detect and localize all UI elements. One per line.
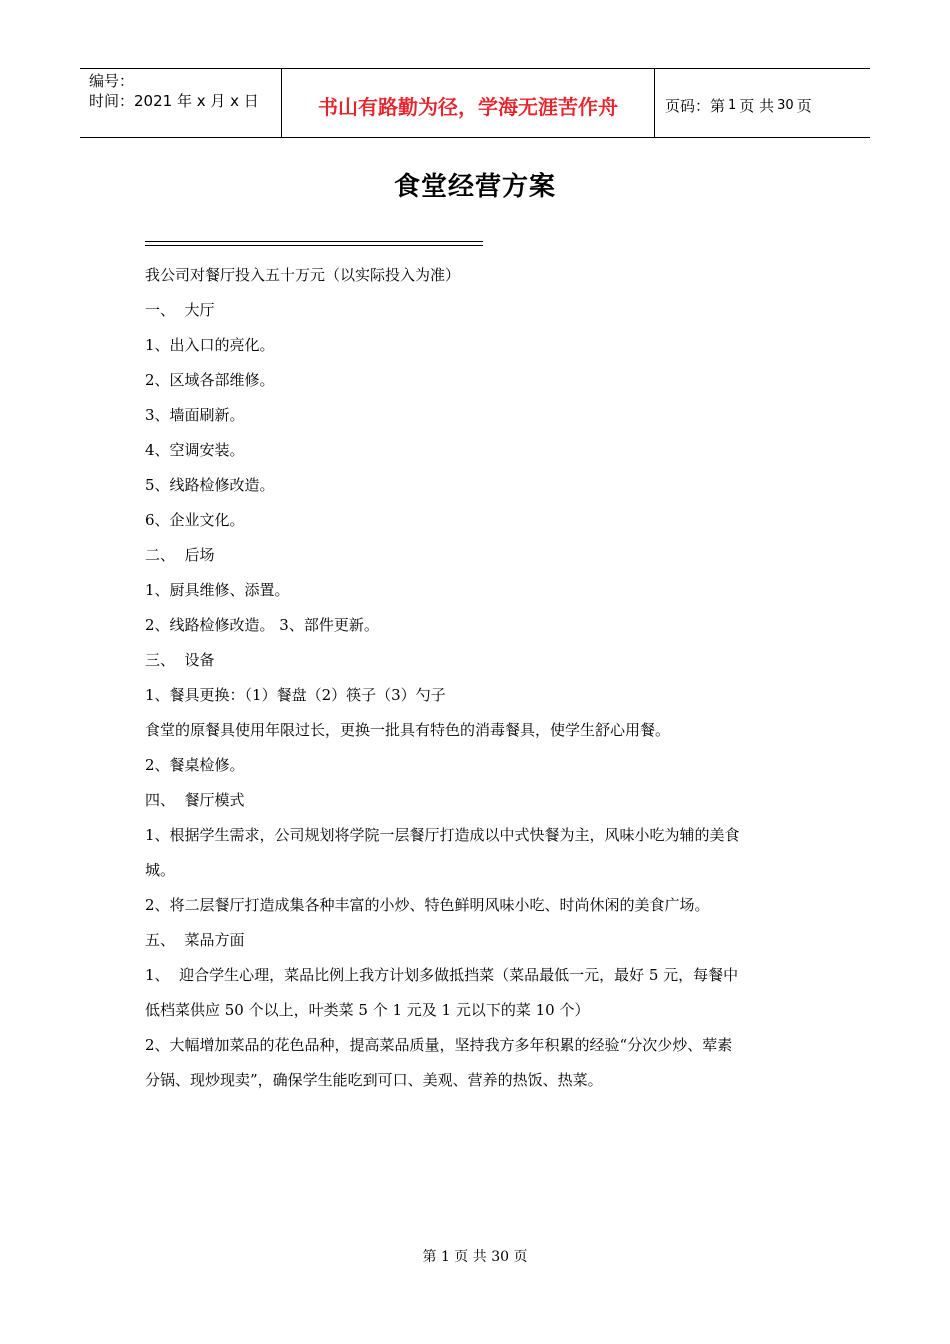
- body-line: 我公司对餐厅投入五十万元（以实际投入为准）: [145, 266, 461, 284]
- header-motto: 书山有路勤为径，学海无涯苦作舟: [282, 69, 655, 137]
- body-line: 2、餐桌检修。: [145, 756, 245, 774]
- page-prefix: 页码：第: [665, 96, 726, 115]
- section-heading: 四、 餐厅模式: [145, 791, 245, 809]
- body-line: 分锅、现炒现卖”，确保学生能吃到可口、美观、营养的热饭、热菜。: [145, 1071, 603, 1089]
- document-body: [145, 258, 815, 1098]
- page-mid: 页 共: [739, 96, 775, 115]
- header-meta: [80, 69, 282, 137]
- body-line: 2、大幅增加菜品的花色品种，提高菜品质量，坚持我方多年积累的经验“分次少炒、荤素: [145, 1036, 733, 1054]
- body-line: 1、出入口的亮化。: [145, 336, 275, 354]
- body-line: 5、线路检修改造。: [145, 476, 275, 494]
- page-total: 30: [777, 97, 794, 113]
- section-heading: 一、 大厅: [145, 301, 215, 319]
- body-line: 1、餐具更换：（1）餐盘（2）筷子（3）勺子: [145, 686, 446, 704]
- header-page-info: [655, 69, 870, 137]
- body-line: 2、线路检修改造。 3、部件更新。: [145, 616, 379, 634]
- body-line: 3、墙面刷新。: [145, 406, 245, 424]
- body-line: 1、 迎合学生心理，菜品比例上我方计划多做抵挡菜（菜品最低一元，最好 5 元，每餐中: [145, 966, 739, 984]
- document-title: 食堂经营方案: [393, 172, 556, 202]
- page-footer: 第 1 页 共 30 页: [422, 1249, 528, 1265]
- body-line: 6、企业文化。: [145, 511, 245, 529]
- title-divider: [145, 241, 483, 246]
- body-line: 2、将二层餐厅打造成集各种丰富的小炒、特色鲜明风味小吃、时尚休闲的美食广场。: [145, 896, 710, 914]
- section-heading: 五、 菜品方面: [145, 931, 245, 949]
- document-header: [80, 68, 870, 138]
- body-line: 低档菜供应 50 个以上，叶类菜 5 个 1 元及 1 元以下的菜 10 个）: [145, 1001, 590, 1019]
- page-number: 1: [728, 97, 737, 113]
- body-line: 食堂的原餐具使用年限过长，更换一批具有特色的消毒餐具，使学生舒心用餐。: [145, 721, 671, 739]
- time-label: 时间：2021 年 x 月 x 日: [89, 92, 259, 110]
- body-line: 1、厨具维修、添置。: [145, 581, 290, 599]
- body-line: 1、根据学生需求，公司规划将学院一层餐厅打造成以中式快餐为主，风味小吃为辅的美食: [145, 826, 740, 844]
- body-line: 2、区域各部维修。: [145, 371, 275, 389]
- body-line: 4、空调安装。: [145, 441, 245, 459]
- body-line: 城。: [145, 861, 176, 879]
- section-heading: 三、 设备: [145, 651, 215, 669]
- number-label: 编号：: [89, 72, 135, 90]
- section-heading: 二、 后场: [145, 546, 215, 564]
- page-suffix: 页: [796, 96, 812, 115]
